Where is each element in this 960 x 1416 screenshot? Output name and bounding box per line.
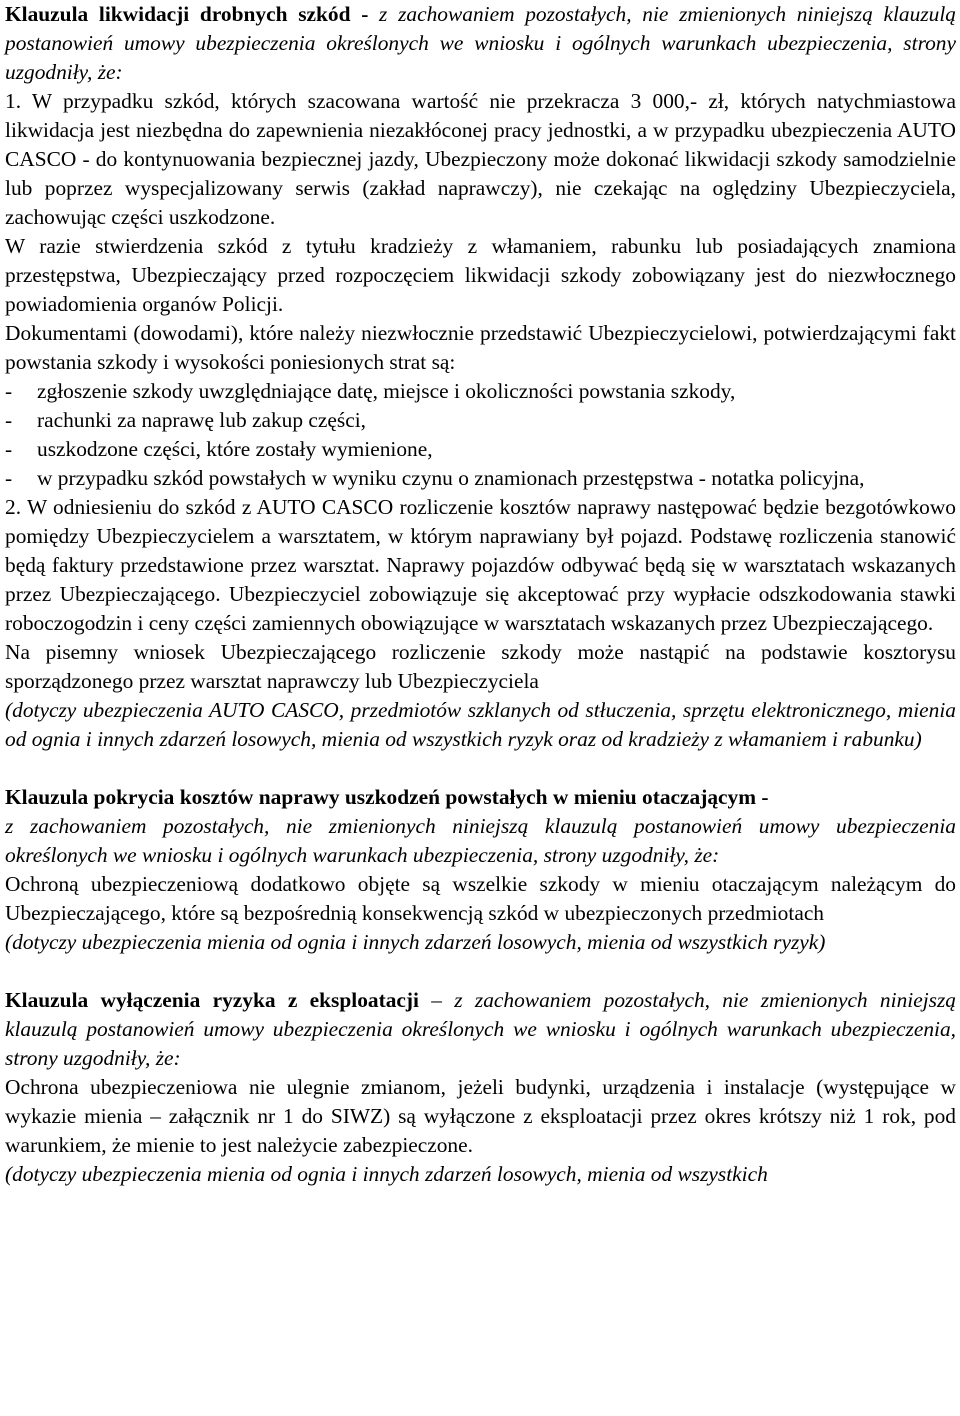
clause-intro-paragraph	[5, 986, 956, 1073]
clause-heading: Klauzula likwidacji drobnych szkód -	[5, 2, 369, 26]
clause-intro: z zachowaniem pozostałych, nie zmienionych niniejszą klauzulą postanowień umowy ubezpieczenia określonych we wniosku i ogólnych warunkach ubezpieczenia, strony uzgodniły, że:	[5, 2, 956, 84]
clause-scope: (dotyczy ubezpieczenia mienia od ognia i innych zdarzeń losowych, mienia od wszystkich	[5, 1162, 768, 1186]
paragraph-1: Ochrona ubezpieczeniowa nie ulegnie zmianom, jeżeli budynki, urządzenia i instalacje (występujące w wykazie mienia – załącznik nr 1 do SIWZ) są wyłączone z eksploatacji przez okres krótszy niż 1 rok, pod warunkiem, że mienie to jest należycie zabezpieczone.	[5, 1075, 956, 1157]
clause-small-claims	[5, 0, 956, 754]
paragraph-2: 2. W odniesieniu do szkód z AUTO CASCO rozliczenie kosztów naprawy następować będzie bezgotówkowo pomiędzy Ubezpieczycielem a warsztatem, w którym naprawiany był pojazd. Podstawę rozliczenia stanowić będą faktury przedstawione przez warsztat. Naprawy pojazdów odbywać będą się w warsztatach wskazanych przez Ubezpieczającego. Ubezpieczyciel zobowiązuje się akceptować przy wypłacie odszkodowania stawki roboczogodzin i ceny części zamiennych obowiązujące w warsztatach wskazanych przez Ubezpieczającego.	[5, 495, 956, 635]
list-item: - zgłoszenie szkody uwzględniające datę, miejsce i okoliczności powstania szkody,	[5, 379, 736, 403]
clause-intro: – z zachowaniem pozostałych, nie zmienionych niniejszą klauzulą postanowień umowy ubezpieczenia określonych we wniosku i ogólnych warunkach ubezpieczenia, strony uzgodniły, że:	[5, 988, 956, 1070]
clause-heading: Klauzula pokrycia kosztów naprawy uszkodzeń powstałych w mieniu otaczającym -	[5, 785, 769, 809]
clause-scope: (dotyczy ubezpieczenia AUTO CASCO, przedmiotów szklanych od stłuczenia, sprzętu elektronicznego, mienia od ognia i innych zdarzeń losowych, mienia od wszystkich ryzyk oraz od kradzieży z włamaniem i rabunku)	[5, 698, 956, 751]
spacer	[5, 754, 956, 783]
list-item: - rachunki za naprawę lub zakup części,	[5, 408, 367, 432]
clause-scope: (dotyczy ubezpieczenia mienia od ognia i innych zdarzeń losowych, mienia od wszystkich ryzyk)	[5, 930, 826, 954]
paragraph-1: 1. W przypadku szkód, których szacowana wartość nie przekracza 3 000,- zł, których natychmiastowa likwidacja jest niezbędna do zapewnienia niezakłóconej pracy jednostki, a w przypadku ubezpieczenia AUTO CASCO - do kontynuowania bezpiecznej jazdy, Ubezpieczony może dokonać likwidacji szkody samodzielnie lub poprzez wyspecjalizowany serwis (zakład naprawczy), nie czekając na oględziny Ubezpieczyciela, zachowując części uszkodzone.	[5, 89, 956, 229]
spacer	[5, 957, 956, 986]
clause-intro: z zachowaniem pozostałych, nie zmienionych niniejszą klauzulą postanowień umowy ubezpieczenia określonych we wniosku i ogólnych warunkach ubezpieczenia, strony uzgodniły, że:	[5, 814, 956, 867]
clause-operation-exclusion	[5, 986, 956, 1189]
clause-surrounding-property	[5, 783, 956, 957]
paragraph-theft: W razie stwierdzenia szkód z tytułu kradzieży z włamaniem, rabunku lub posiadających znamiona przestępstwa, Ubezpieczający przed rozpoczęciem likwidacji szkody zobowiązany jest do niezwłocznego powiadomienia organów Policji.	[5, 234, 956, 316]
list-item: - w przypadku szkód powstałych w wyniku czynu o znamionach przestępstwa - notatka policyjna,	[5, 466, 865, 490]
list-item: - uszkodzone części, które zostały wymienione,	[5, 437, 433, 461]
clause-intro-paragraph	[5, 0, 956, 87]
paragraph-estimate: Na pisemny wniosek Ubezpieczającego rozliczenie szkody może nastąpić na podstawie kosztorysu sporządzonego przez warsztat naprawczy lub Ubezpieczyciela	[5, 640, 956, 693]
paragraph-documents: Dokumentami (dowodami), które należy niezwłocznie przedstawić Ubezpieczycielowi, potwierdzającymi fakt powstania szkody i wysokości poniesionych strat są:	[5, 321, 956, 374]
paragraph-1: Ochroną ubezpieczeniową dodatkowo objęte są wszelkie szkody w mieniu otaczającym należącym do Ubezpieczającego, które są bezpośrednią konsekwencją szkód w ubezpieczonych przedmiotach	[5, 872, 956, 925]
clause-heading: Klauzula wyłączenia ryzyka z eksploatacji	[5, 988, 419, 1012]
